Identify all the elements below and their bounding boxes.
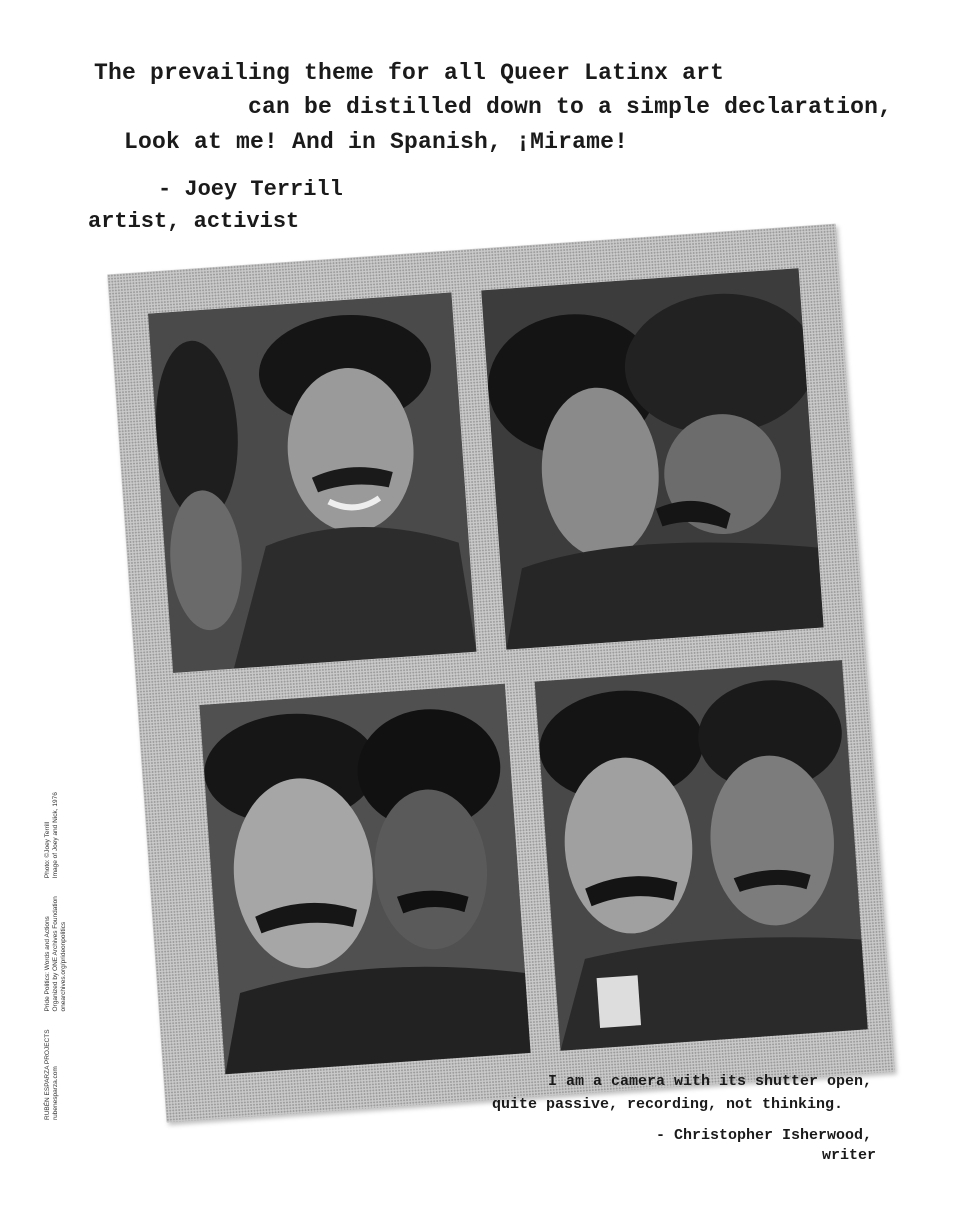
credits-exhibition: Pride Politics: Words and Actions Organized by ONE Archives Foundation onearchives.org/prideonpolitics [44, 896, 67, 1012]
photo-booth-image-bottom-right [535, 660, 868, 1051]
photo-booth-image-top-left [148, 293, 476, 673]
photo-booth-image-top-right [481, 268, 823, 649]
secondary-quote-author-role: writer [821, 1147, 876, 1164]
photo-booth-image-bottom-left [200, 684, 531, 1074]
main-quote-line-1: The prevailing theme for all Queer Latinx art [94, 60, 725, 86]
secondary-quote-author: - Christopher Isherwood, [655, 1127, 872, 1144]
credits-photo: Photo: ©Joey Terrill Image of Joey and Nick, 1976 [44, 792, 59, 879]
main-quote-line-2: can be distilled down to a simple declaration, [248, 94, 893, 120]
secondary-quote-line-1: I am a camera with its shutter open, [548, 1073, 873, 1090]
photo-booth-strip [107, 224, 895, 1123]
credits-organizer: RUBÉN ESPARZA PROJECTS rubenesparza.com [44, 1029, 59, 1120]
secondary-quote-line-2: quite passive, recording, not thinking. [492, 1096, 844, 1113]
poster-credits [44, 760, 104, 1120]
main-quote-author: - Joey Terrill [158, 177, 343, 202]
main-quote-author-role: artist, activist [88, 209, 300, 234]
main-quote-line-3: Look at me! And in Spanish, ¡Mirame! [124, 129, 629, 155]
